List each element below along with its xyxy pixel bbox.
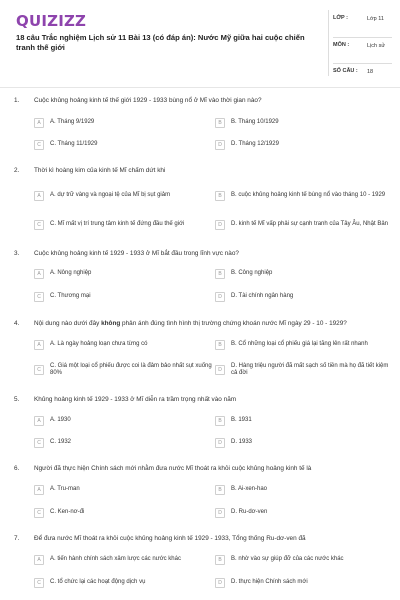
option-letter-box: B	[215, 269, 225, 279]
option-d[interactable]	[215, 215, 390, 235]
option-b[interactable]	[215, 338, 390, 352]
subject-value: Lịch sử	[367, 43, 386, 49]
option-text: B. Công nghiệp	[231, 270, 273, 277]
option-d[interactable]	[215, 138, 390, 152]
option-text: C. Mĩ mất vị trí trung tâm kinh tế đứng đầu thế giới	[50, 221, 185, 228]
option-d[interactable]	[215, 576, 390, 590]
option-letter-box: D	[215, 292, 225, 302]
option-text: D. Tài chính ngân hàng	[231, 293, 294, 300]
option-text: B. nhờ vào sự giúp đỡ của các nước khác	[231, 556, 344, 563]
question-text-part: Nội dung nào dưới đây	[34, 320, 102, 327]
option-a[interactable]	[34, 116, 214, 130]
option-text: A. 1930	[50, 417, 71, 424]
option-letter-box: A	[34, 191, 44, 201]
option-text: A. Là ngày hoảng loạn chưa từng có	[50, 341, 148, 348]
question-number: 1.	[14, 97, 20, 104]
option-b[interactable]	[215, 414, 390, 428]
option-c[interactable]	[34, 360, 214, 380]
question-text	[34, 320, 374, 328]
option-a[interactable]	[34, 553, 214, 567]
option-text: B. cuộc khủng hoảng kinh tế bùng nổ vào tháng 10 - 1929	[231, 192, 386, 199]
question-number: 5.	[14, 396, 20, 403]
option-text: C. Tháng 11/1929	[50, 141, 98, 148]
worksheet-header	[0, 0, 400, 88]
question-text: Khủng hoảng kinh tế 1929 - 1933 ở Mĩ diễn ra trầm trọng nhất vào năm	[34, 396, 237, 403]
class-value: Lớp 11	[367, 16, 384, 22]
option-letter-box: D	[215, 365, 225, 375]
option-b[interactable]	[215, 186, 390, 206]
page-title: 18 câu Trắc nghiệm Lịch sử 11 Bài 13 (có đáp án): Nước Mỹ giữa hai cuộc chiến tranh thế giới	[16, 33, 305, 52]
question-text: Thời kì hoàng kim của kinh tế Mĩ chấm dứt khi	[34, 167, 166, 174]
subject-label: MÔN :	[333, 42, 350, 48]
option-a[interactable]	[34, 414, 214, 428]
option-letter-box: A	[34, 416, 44, 426]
option-letter-box: D	[215, 438, 225, 448]
question-number: 2.	[14, 167, 20, 174]
question-number: 3.	[14, 250, 20, 257]
option-letter-box: C	[34, 220, 44, 230]
option-c[interactable]	[34, 436, 214, 450]
option-letter-box: A	[34, 269, 44, 279]
question-number: 4.	[14, 320, 20, 327]
option-text: D. Hàng triệu người đã mất sạch số tiền mà họ đã tiết kiệm cả đời	[231, 362, 389, 376]
option-a[interactable]	[34, 483, 214, 497]
option-d[interactable]	[215, 290, 390, 304]
option-text: C. Thương mại	[50, 293, 91, 300]
option-letter-box: B	[215, 555, 225, 565]
option-letter-box: B	[215, 191, 225, 201]
option-b[interactable]	[215, 267, 390, 281]
option-text: D. Tháng 12/1929	[231, 141, 279, 148]
option-c[interactable]	[34, 506, 214, 520]
question-count-label: SỐ CÂU :	[333, 68, 358, 74]
option-letter-box: D	[215, 508, 225, 518]
option-c[interactable]	[34, 290, 214, 304]
meta-row-count	[333, 64, 392, 76]
option-text: C. tổ chức lại các hoạt động dịch vụ	[50, 579, 146, 586]
option-letter-box: C	[34, 508, 44, 518]
option-text: A. Tru-man	[50, 486, 80, 493]
meta-panel	[328, 10, 392, 76]
option-text: D. Ru-dơ-ven	[231, 509, 268, 516]
quizizz-logo: QUIZIZZ	[16, 12, 87, 30]
option-letter-box: B	[215, 118, 225, 128]
option-text: D. 1933	[231, 439, 253, 446]
option-b[interactable]	[215, 116, 390, 130]
option-c[interactable]	[34, 138, 214, 152]
option-letter-box: B	[215, 485, 225, 495]
question-text: Cuộc khủng hoảng kinh tế thế giới 1929 - 1933 bùng nổ ở Mĩ vào thời gian nào?	[34, 97, 262, 104]
option-b[interactable]	[215, 553, 390, 567]
question-count-value: 18	[367, 69, 374, 75]
option-letter-box: A	[34, 118, 44, 128]
option-text: A. Nông nghiệp	[50, 270, 92, 277]
option-letter-box: A	[34, 340, 44, 350]
option-letter-box: D	[215, 220, 225, 230]
option-letter-box: B	[215, 340, 225, 350]
option-a[interactable]	[34, 267, 214, 281]
option-text: B. Cổ những loại cổ phiếu giá lại tăng lên rất nhanh	[231, 341, 368, 348]
option-d[interactable]	[215, 360, 390, 380]
class-label: LỚP :	[333, 15, 348, 21]
option-letter-box: C	[34, 292, 44, 302]
option-text: B. Ai-xen-hao	[231, 486, 268, 493]
option-text: B. Tháng 10/1929	[231, 119, 279, 126]
option-letter-box: C	[34, 578, 44, 588]
question-text: Để đưa nước Mĩ thoát ra khỏi cuộc khủng hoảng kinh tế 1929 - 1933, Tổng thống Ru-dơ-ven đã	[34, 535, 306, 542]
question-text: Cuộc khủng hoảng kinh tế 1929 - 1933 ở Mĩ bắt đầu trong lĩnh vực nào?	[34, 250, 239, 257]
option-letter-box: B	[215, 416, 225, 426]
option-c[interactable]	[34, 215, 214, 235]
question-number: 6.	[14, 465, 20, 472]
question-number: 7.	[14, 535, 20, 542]
question-text: Người đã thực hiện Chính sách mới nhằm đưa nước Mĩ thoát ra khỏi cuộc khủng hoảng kinh tế là	[34, 465, 312, 472]
meta-row-subject	[333, 38, 392, 63]
header-divider	[0, 87, 400, 88]
option-text: D. kinh tế Mĩ vấp phải sự cạnh tranh của Tây Âu, Nhật Bản	[231, 221, 388, 228]
option-a[interactable]	[34, 186, 214, 206]
option-letter-box: D	[215, 140, 225, 150]
option-text: C. Giá một loại cổ phiếu được coi là đảm bảo nhất sụt xuống 80%	[50, 362, 212, 376]
option-text: A. tiến hành chính sách xâm lược các nước khác	[50, 556, 181, 563]
option-text: B. 1931	[231, 417, 252, 424]
option-text: C. Ken-nơ-đi	[50, 509, 85, 516]
question-emphasis: không	[101, 320, 121, 327]
option-text: A. Tháng 9/1929	[50, 119, 95, 126]
option-text: C. 1932	[50, 439, 72, 446]
option-letter-box: A	[34, 485, 44, 495]
option-letter-box: C	[34, 365, 44, 375]
option-text: A. dự trữ vàng và ngoại tệ của Mĩ bị sụt giảm	[50, 192, 171, 199]
option-text: D. thực hiện Chính sách mới	[231, 579, 308, 586]
option-d[interactable]	[215, 436, 390, 450]
option-c[interactable]	[34, 576, 214, 590]
option-a[interactable]	[34, 338, 214, 352]
option-b[interactable]	[215, 483, 390, 497]
option-letter-box: A	[34, 555, 44, 565]
option-letter-box: D	[215, 578, 225, 588]
option-d[interactable]	[215, 506, 390, 520]
meta-row-class	[333, 10, 392, 37]
question-text-part: phản ánh đúng tình hình thị trường chứng khoán nước Mĩ ngày 29 - 10 - 1929?	[120, 320, 347, 327]
option-letter-box: C	[34, 438, 44, 448]
option-letter-box: C	[34, 140, 44, 150]
